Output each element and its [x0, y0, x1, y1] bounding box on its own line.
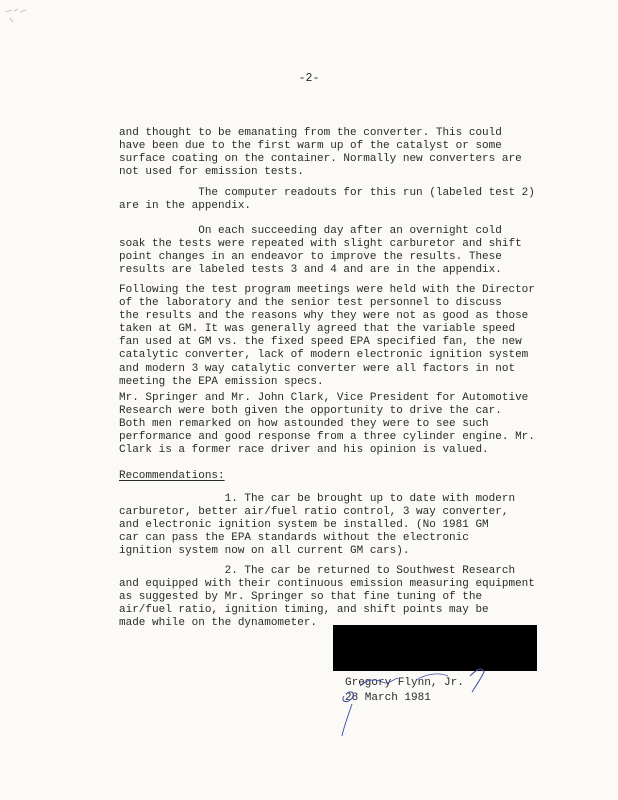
- paragraph-succeeding-days: On each succeeding day after an overnight cold soak the tests were repeated with slight carburetor and shift point changes in an endeavor to improve the results. These results are labeled tests 3 and 4 and are in the appendix.: [119, 225, 522, 277]
- recommendation-item-1: 1. The car be brought up to date with modern carburetor, better air/fuel ratio control, 3 way converter, and electronic ignition system be installed. (No 1981 GM car can pass the EPA standards without the electronic ignition system now on all current GM cars).: [119, 493, 516, 558]
- handwritten-signature: [330, 660, 510, 740]
- recommendation-item-2: 2. The car be returned to Southwest Research and equipped with their continuous emission measuring equipment as suggested by Mr. Springer so that fine tuning of the air/fuel ratio, ignition timing, and shift points may be made while on the dynamometer.: [119, 565, 535, 630]
- recommendations-heading-text: Recommendations:: [119, 470, 225, 482]
- recommendations-heading: [119, 470, 225, 483]
- scan-artifact-mark: [4, 6, 44, 26]
- paragraph-test-program-meetings: Following the test program meetings were held with the Director of the laboratory and the senior test personnel to discuss the results and the reasons why they were not as good as those taken at GM. It was generally agreed that the variable speed fan used at GM vs. the fixed speed EPA specified fan, the new catalytic converter, lack of modern electronic ignition system and modern 3 way catalytic converter were all factors in not meeting the EPA emission specs.: [119, 284, 535, 388]
- paragraph-test-drive: Mr. Springer and Mr. John Clark, Vice President for Automotive Research were both given the opportunity to drive the car. Both men remarked on how astounded they were to see such performance and good response from a three cylinder engine. Mr. Clark is a former race driver and his opinion is valued.: [119, 392, 535, 457]
- signature-date: 28 March 1981: [345, 692, 431, 704]
- signature-name: Gregory Flynn, Jr.: [345, 677, 464, 689]
- page-number: -2-: [298, 72, 320, 85]
- paragraph-computer-readouts: The computer readouts for this run (labeled test 2) are in the appendix.: [119, 187, 535, 213]
- paragraph-converter-emanating: and thought to be emanating from the converter. This could have been due to the first warm up of the catalyst or some surface coating on the container. Normally new converters are not used for emission tests.: [119, 127, 522, 179]
